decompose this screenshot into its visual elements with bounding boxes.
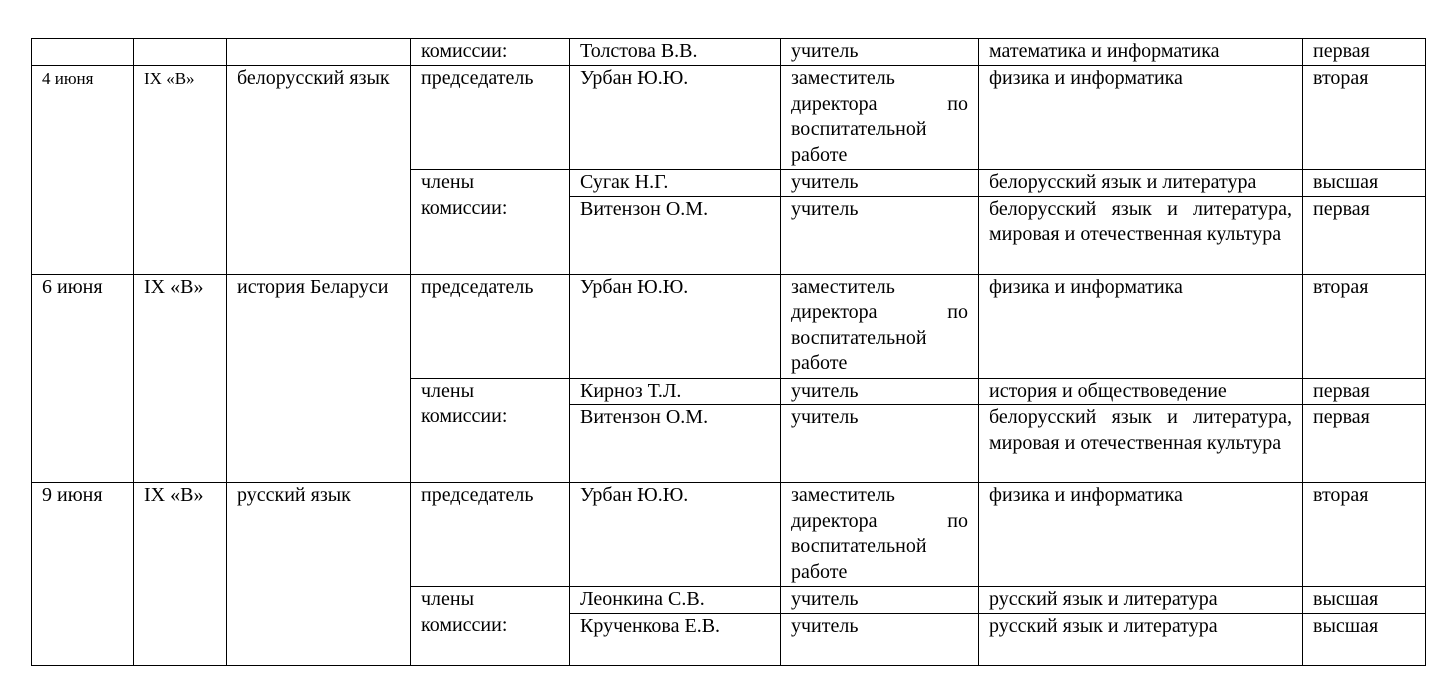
subject-cell: русский язык: [227, 483, 411, 666]
person-cell: Крученкова Е.В.: [570, 613, 781, 665]
class-cell: IX «В»: [134, 274, 227, 483]
position-cell: учитель: [781, 613, 979, 665]
position-cell: учитель: [781, 196, 979, 274]
date-cell: [32, 39, 134, 66]
specialty-cell: математика и информатика: [979, 39, 1303, 66]
role-cell: председатель: [411, 66, 570, 170]
subject-cell: история Беларуси: [227, 274, 411, 483]
category-cell: вторая: [1303, 66, 1426, 170]
person-cell: Кирноз Т.Л.: [570, 378, 781, 405]
subject-cell: белорусский язык: [227, 66, 411, 275]
position-cell: заместитель директора по воспитательной работе: [781, 66, 979, 170]
category-cell: первая: [1303, 405, 1426, 483]
specialty-cell: белорусский язык и литература, мировая и отечественная культура: [979, 405, 1303, 483]
date-cell: 6 июня: [32, 274, 134, 483]
person-cell: Урбан Ю.Ю.: [570, 66, 781, 170]
specialty-cell: русский язык и литература: [979, 587, 1303, 614]
person-cell: Толстова В.В.: [570, 39, 781, 66]
role-cell: председатель: [411, 483, 570, 587]
position-cell: учитель: [781, 39, 979, 66]
role-cell: члены комиссии:: [411, 378, 570, 483]
position-cell: учитель: [781, 405, 979, 483]
table-row: [32, 39, 1426, 66]
category-cell: первая: [1303, 378, 1426, 405]
position-cell: учитель: [781, 587, 979, 614]
exam-commission-table: [31, 38, 1426, 666]
date-cell: 9 июня: [32, 483, 134, 666]
person-cell: Сугак Н.Г.: [570, 170, 781, 197]
category-cell: первая: [1303, 39, 1426, 66]
subject-cell: [227, 39, 411, 66]
category-cell: высшая: [1303, 613, 1426, 665]
role-cell: члены комиссии:: [411, 170, 570, 275]
specialty-cell: белорусский язык и литература, мировая и отечественная культура: [979, 196, 1303, 274]
specialty-cell: физика и информатика: [979, 274, 1303, 378]
specialty-cell: история и обществоведение: [979, 378, 1303, 405]
person-cell: Витензон О.М.: [570, 405, 781, 483]
specialty-cell: русский язык и литература: [979, 613, 1303, 665]
position-cell: заместитель директора по воспитательной работе: [781, 274, 979, 378]
category-cell: вторая: [1303, 483, 1426, 587]
role-cell: председатель: [411, 274, 570, 378]
specialty-cell: физика и информатика: [979, 66, 1303, 170]
person-cell: Витензон О.М.: [570, 196, 781, 274]
position-cell: заместитель директора по воспитательной работе: [781, 483, 979, 587]
table-row: [32, 483, 1426, 587]
role-cell: члены комиссии:: [411, 587, 570, 666]
class-cell: IX «В»: [134, 66, 227, 275]
date-cell: 4 июня: [32, 66, 134, 275]
category-cell: высшая: [1303, 587, 1426, 614]
class-cell: IX «В»: [134, 483, 227, 666]
person-cell: Урбан Ю.Ю.: [570, 483, 781, 587]
category-cell: вторая: [1303, 274, 1426, 378]
person-cell: Урбан Ю.Ю.: [570, 274, 781, 378]
table-row: [32, 274, 1426, 378]
specialty-cell: белорусский язык и литература: [979, 170, 1303, 197]
table-row: [32, 66, 1426, 170]
position-cell: учитель: [781, 378, 979, 405]
position-cell: учитель: [781, 170, 979, 197]
class-cell: [134, 39, 227, 66]
category-cell: первая: [1303, 196, 1426, 274]
category-cell: высшая: [1303, 170, 1426, 197]
person-cell: Леонкина С.В.: [570, 587, 781, 614]
specialty-cell: физика и информатика: [979, 483, 1303, 587]
role-cell: комиссии:: [411, 39, 570, 66]
